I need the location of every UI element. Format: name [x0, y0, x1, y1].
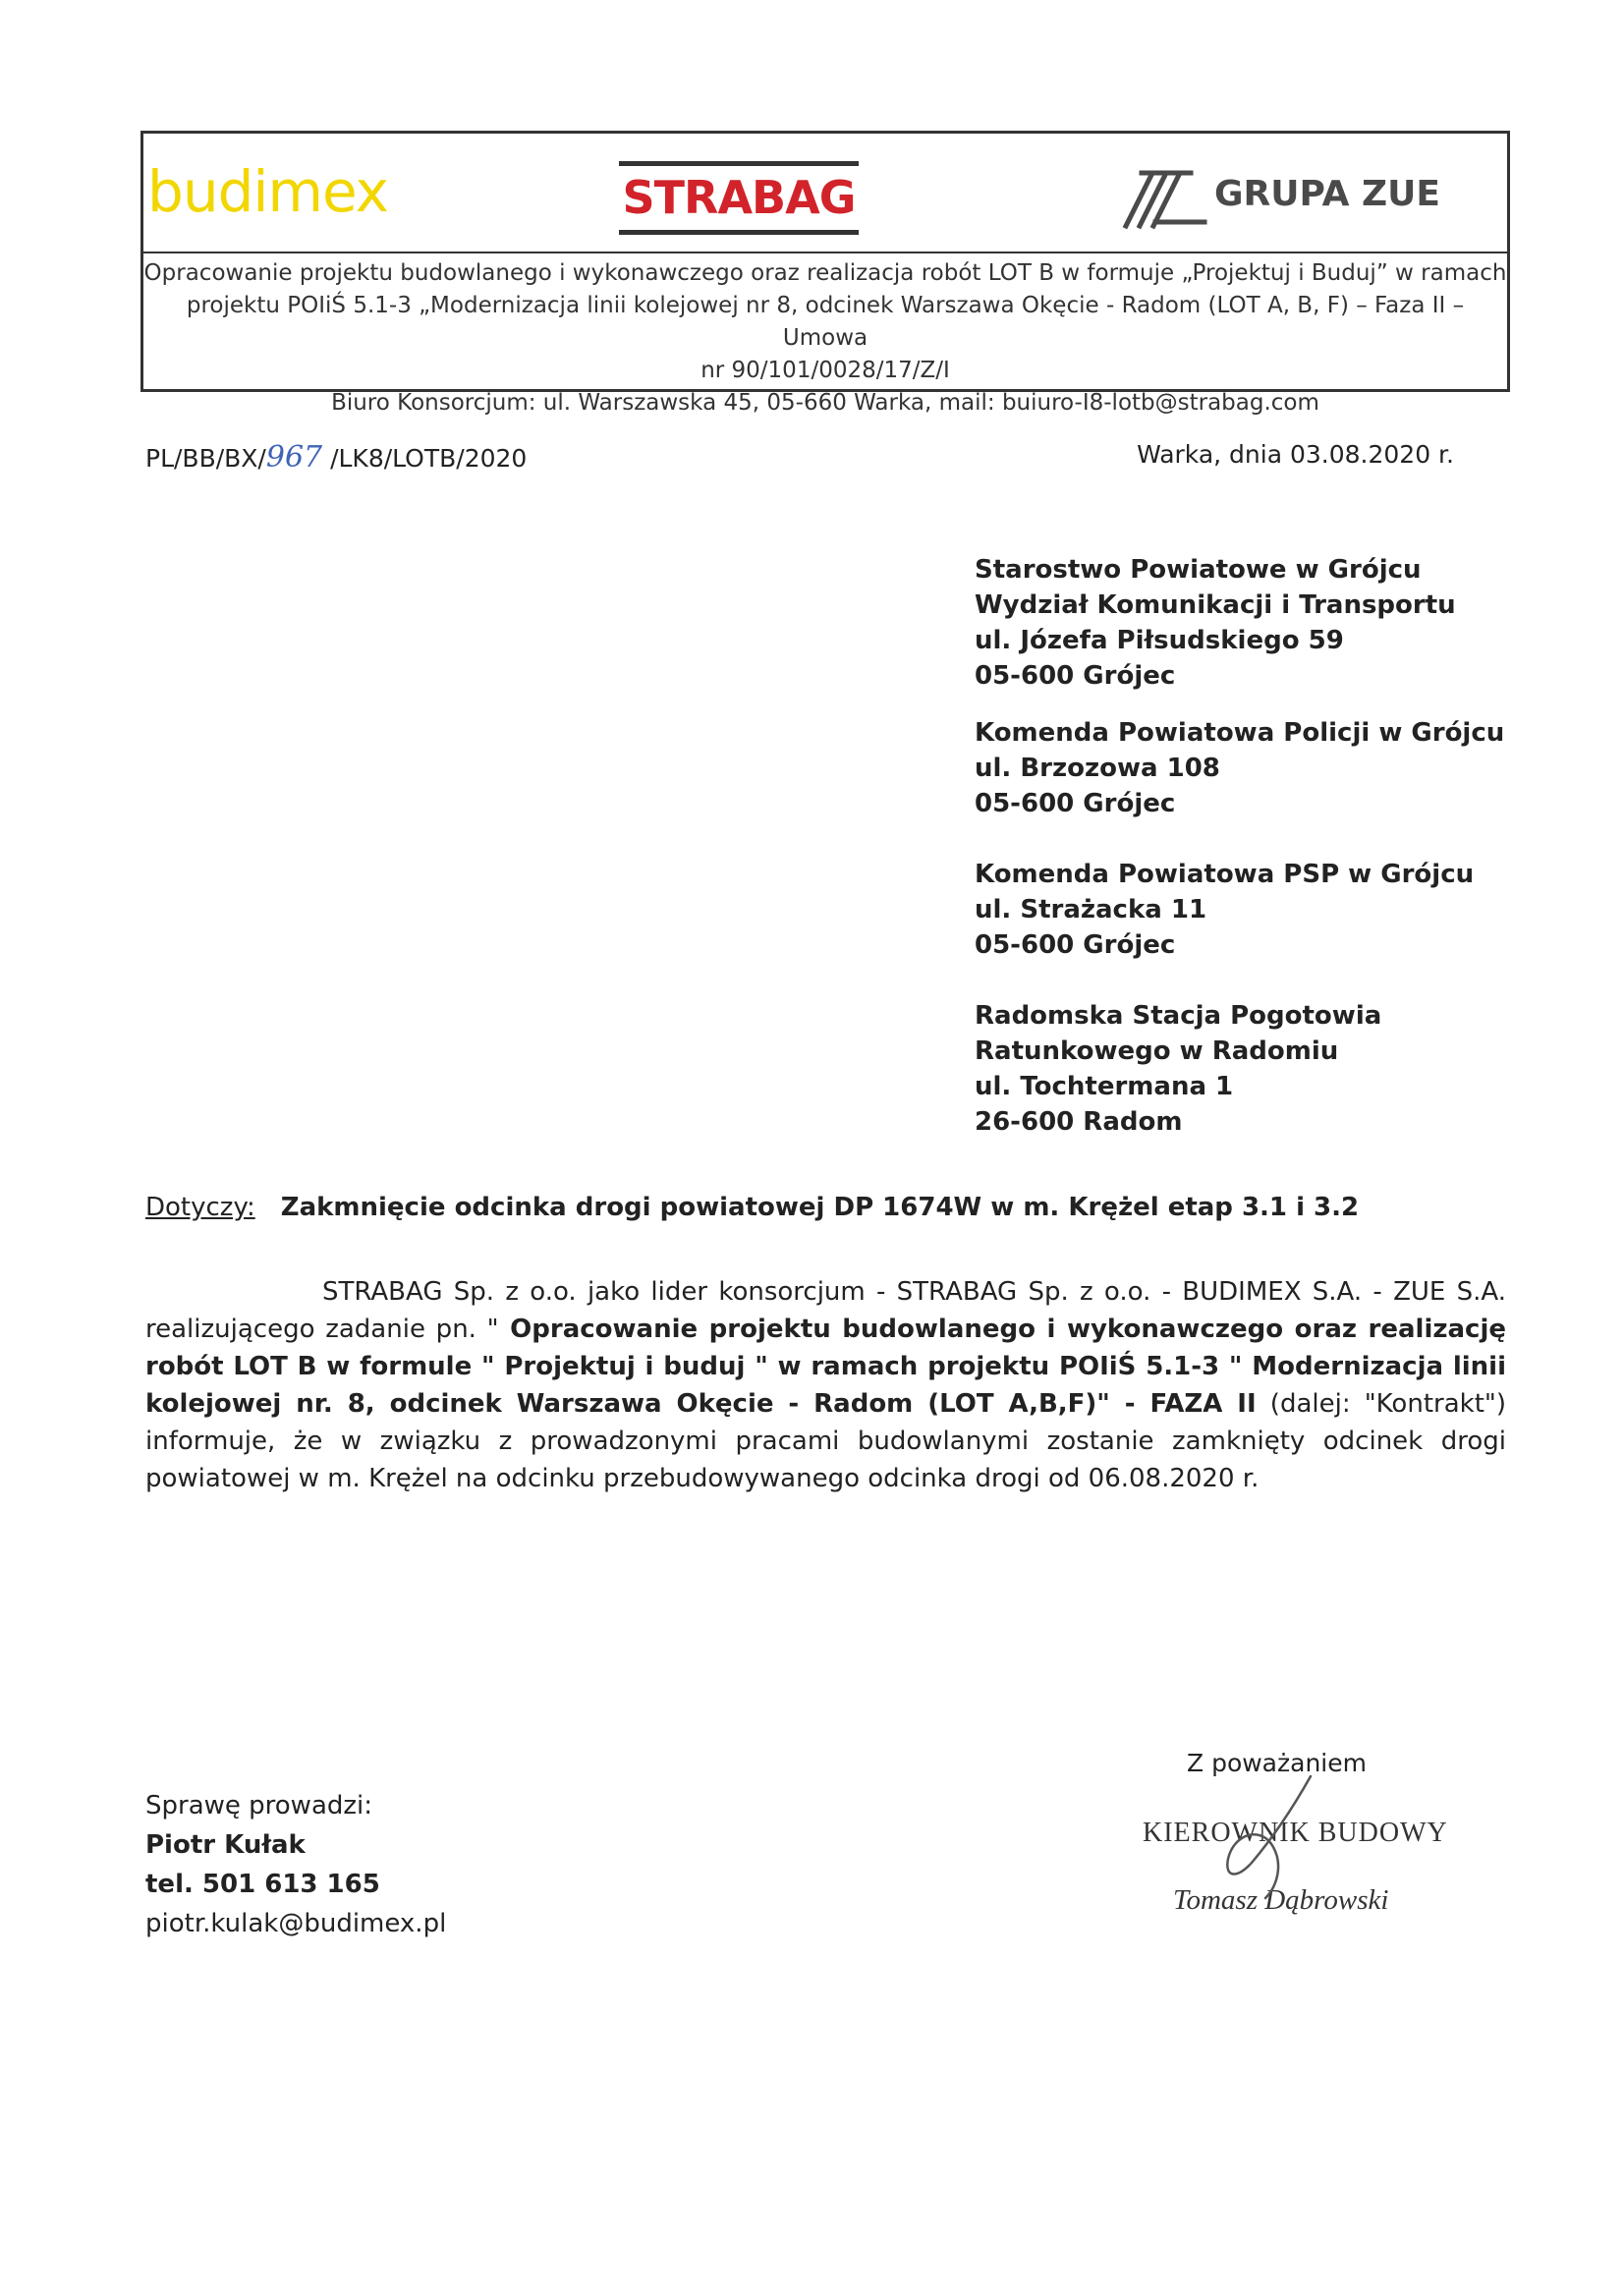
addressee-line: Ratunkowego w Radomiu: [975, 1036, 1339, 1066]
letterhead-line: Opracowanie projektu budowlanego i wykonawczego oraz realizacja robót LOT B w formuje „Projektuj i Buduj” w ramach: [143, 260, 1507, 286]
reference-prefix: PL/BB/BX/: [145, 444, 266, 473]
body-part-2-bold: Opracowanie projektu budowlanego i wykonawczego oraz realizację robót LOT B w formule " Projektuj i buduj " w ramach projektu POIiŚ 5.1-3 " Modernizacja linii kolejowej nr. 8, odcinek Warszawa Okęcie - Radom (LOT A,B,F)" - FAZA II: [145, 1315, 1506, 1419]
addressee-block: [975, 998, 1381, 1140]
contact-label: Sprawę prowadzi:: [145, 1791, 373, 1820]
contact-name: Piotr Kułak: [145, 1830, 306, 1860]
addressee-line: Komenda Powiatowa Policji w Grójcu: [975, 718, 1505, 748]
zue-slash-icon: [1120, 165, 1208, 234]
addressee-line: ul. Strażacka 11: [975, 895, 1207, 924]
contact-email: piotr.kulak@budimex.pl: [145, 1909, 447, 1938]
closing-greeting: Z poważaniem: [1187, 1749, 1367, 1777]
addressee-line: Starostwo Powiatowe w Grójcu: [975, 555, 1422, 585]
addressee-line: Komenda Powiatowa PSP w Grójcu: [975, 860, 1475, 889]
strabag-top-bar: [619, 161, 859, 166]
addressee-block: [975, 715, 1504, 821]
addressee-block: [975, 857, 1474, 963]
addressee-block: [975, 552, 1456, 694]
addressee-line: ul. Brzozowa 108: [975, 754, 1220, 783]
budimex-logo: budimex: [147, 158, 388, 225]
stamp-name: Tomasz Dąbrowski: [1173, 1884, 1389, 1916]
place-date: Warka, dnia 03.08.2020 r.: [1137, 440, 1454, 469]
body-part-1: STRABAG Sp. z o.o. jako lider konsorcjum - STRABAG Sp. z o.o. - BUDIMEX S.A. - ZUE S.A. realizującego zadanie pn. ": [145, 1277, 1506, 1344]
addressee-line: 05-600 Grójec: [975, 789, 1176, 818]
addressee-line: ul. Józefa Piłsudskiego 59: [975, 626, 1344, 655]
zue-logo: [1120, 165, 1444, 234]
letterhead-box: [140, 131, 1510, 416]
contact-phone: tel. 501 613 165: [145, 1870, 380, 1899]
addressee-line: Wydział Komunikacji i Transportu: [975, 590, 1456, 620]
letterhead-line: Biuro Konsorcjum: ul. Warszawska 45, 05-660 Warka, mail: buiuro-I8-lotb@strabag.com: [331, 390, 1319, 416]
handwritten-number: 967: [265, 440, 323, 475]
strabag-bottom-bar: [619, 230, 859, 235]
addressee-line: 05-600 Grójec: [975, 661, 1176, 691]
addressee-line: Radomska Stacja Pogotowia: [975, 1001, 1382, 1031]
addressee-line: 05-600 Grójec: [975, 930, 1176, 960]
letterhead-description: [143, 257, 1507, 420]
body-part-3: (dalej: "Kontrakt") informuje, że w związku z prowadzonymi pracami budowlanymi zostanie zamknięty odcinek drogi powiatowej w m. Krężel na odcinku przebudowywanego odcinka drogi od 06.08.2020 r.: [145, 1389, 1506, 1493]
stamp-title: KIEROWNIK BUDOWY: [1143, 1818, 1448, 1848]
addressee-line: 26-600 Radom: [975, 1107, 1183, 1137]
zue-logo-text: GRUPA ZUE: [1214, 174, 1440, 214]
handwritten-signature: [1204, 1768, 1322, 1906]
addressee-line: ul. Tochtermana 1: [975, 1072, 1234, 1101]
letterhead-line: nr 90/101/0028/17/Z/I: [700, 358, 950, 383]
logos-row: [143, 134, 1507, 253]
reference-suffix: /LK8/LOTB/2020: [322, 444, 528, 473]
reference-number: [145, 440, 527, 475]
body-paragraph: [145, 1273, 1506, 1497]
strabag-logo: [619, 161, 859, 236]
subject-label: Dotyczy:: [145, 1193, 255, 1222]
contact-block: [145, 1786, 446, 1943]
letterhead-line: projektu POIiŚ 5.1-3 „Modernizacja linii kolejowej nr 8, odcinek Warszawa Okęcie - Radom (LOT A, B, F) – Faza II – Umowa: [186, 293, 1465, 351]
subject-line: [145, 1193, 1359, 1222]
strabag-logo-text: STRABAG: [622, 171, 856, 224]
subject-text: Zakmnięcie odcinka drogi powiatowej DP 1674W w m. Krężel etap 3.1 i 3.2: [280, 1193, 1360, 1222]
